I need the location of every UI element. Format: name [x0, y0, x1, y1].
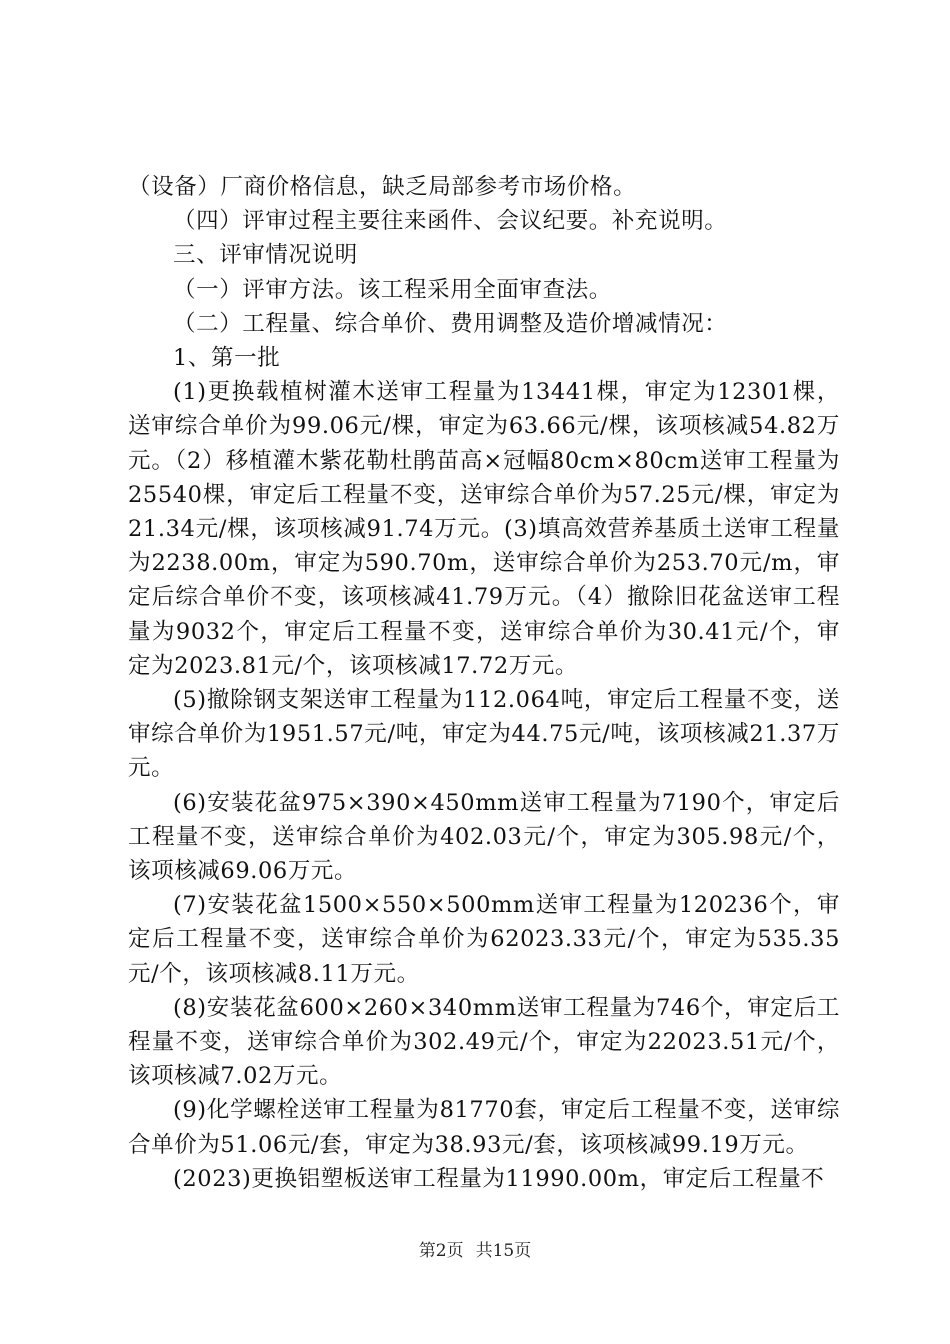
- paragraph-item-8: (8)安装花盆600×260×340mm送审工程量为746个，审定后工程量不变，送审综合单价为302.49元/个，审定为22023.51元/个，该项核减7.02万元。: [128, 994, 840, 1090]
- paragraph-continued-equipment-price: （设备）厂商价格信息，缺乏局部参考市场价格。: [128, 174, 637, 200]
- page-number: 第2页: [418, 1241, 464, 1261]
- page-total: 共15页: [475, 1241, 532, 1261]
- heading-first-batch: 1、第一批: [173, 345, 281, 372]
- paragraph-item-5: (5)撤除钢支架送审工程量为112.064吨，审定后工程量不变，送审综合单价为1951.57元/吨，审定为44.75元/吨，该项核减21.37万元。: [128, 687, 840, 782]
- page-footer: [0, 1240, 950, 1262]
- paragraph-item-9: (9)化学螺栓送审工程量为81770套，审定后工程量不变，送审综合单价为51.06元/套，审定为38.93元/套，该项核减99.19万元。: [128, 1097, 840, 1158]
- paragraph-item-7: (7)安装花盆1500×550×500mm送审工程量为120236个，审定后工程量不变，送审综合单价为62023.33元/个，审定为535.35元/个，该项核减8.11万元。: [128, 892, 840, 987]
- document-body: [128, 170, 840, 1196]
- paragraph-item-2023: (2023)更换铝塑板送审工程量为11990.00m，审定后工程量不: [173, 1165, 825, 1192]
- heading-review-situation: 三、评审情况说明: [173, 242, 358, 269]
- paragraph-review-method: （一）评审方法。该工程采用全面审查法。: [173, 276, 612, 303]
- paragraph-item-6: (6)安装花盆975×390×450mm送审工程量为7190个，审定后工程量不变，送审综合单价为402.03元/个，审定为305.98元/个，该项核减69.06万元。: [128, 789, 840, 885]
- paragraph-quantity-price-adjustment: （二）工程量、综合单价、费用调整及造价增减情况：: [173, 310, 728, 337]
- paragraph-items-1-4: (1)更换载植树灌木送审工程量为13441棵，审定为12301棵，送审综合单价为99.06元/棵，审定为63.66元/棵，该项核减54.82万元。（2）移植灌木紫花勒杜鹃苗高×冠幅80cm×80cm送审工程量为25540棵，审定后工程量不变，送审综合单价为57.25元/棵，审定为21.34元/棵，该项核减91.74万元。(3)填高效营养基质土送审工程量为2238.00m，审定为590.70m，送审综合单价为253.70元/m，审定后综合单价不变，该项核减41.79万元。（4）撤除旧花盆送审工程量为9032个，审定后工程量不变，送审综合单价为30.41元/个，审定为2023.81元/个，该项核减17.72万元。: [128, 379, 840, 679]
- paragraph-section-four-review-documents: （四）评审过程主要往来函件、会议纪要。补充说明。: [173, 208, 728, 235]
